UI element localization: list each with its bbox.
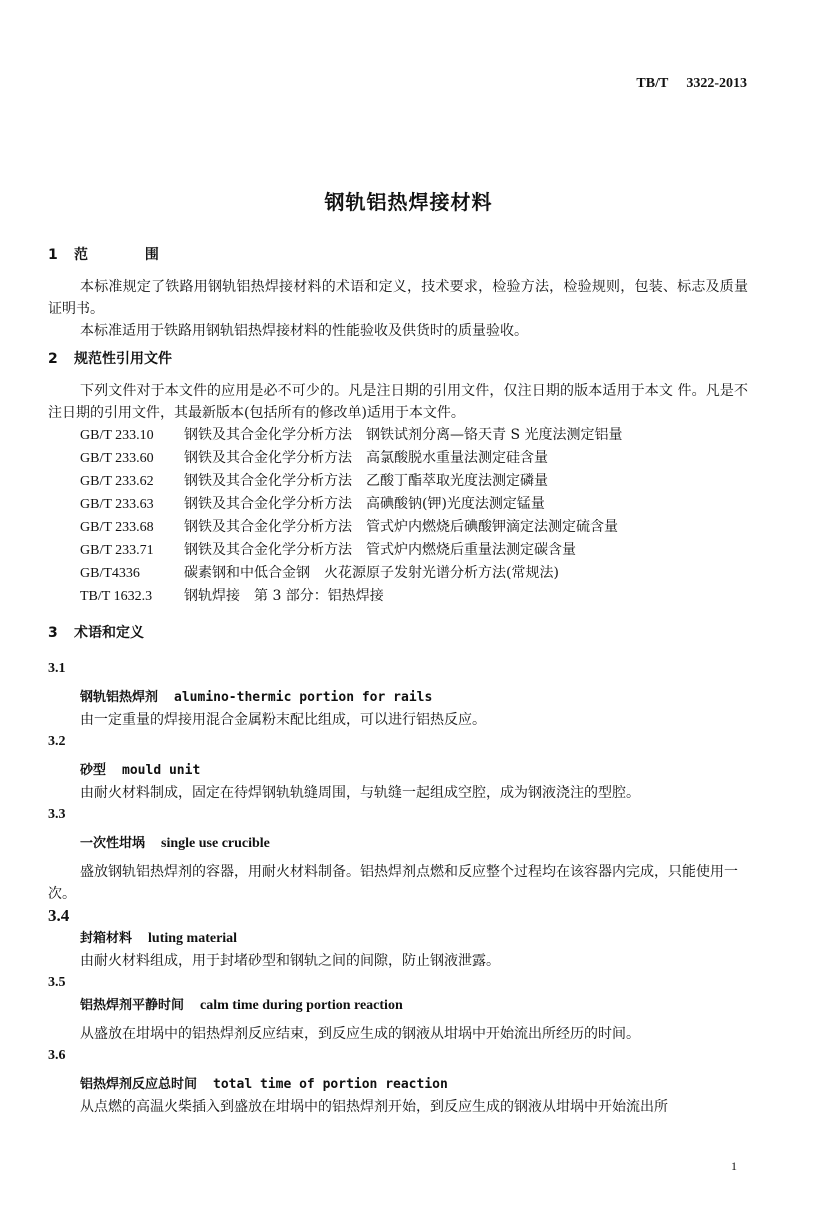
section-1-para-2: 本标准适用于铁路用钢轨铝热焊接材料的性能验收及供货时的质量验收。 bbox=[80, 323, 528, 339]
term-name-en: luting material bbox=[148, 931, 238, 946]
reference-code: GB/T4336 bbox=[80, 566, 140, 581]
term-number: 3.1 bbox=[48, 661, 66, 676]
term-definition: 盛放钢轨铝热焊剂的容器，用耐火材料制备。铝热焊剂点燃和反应整个过程均在该容器内完成，只能使用一次。 bbox=[48, 864, 738, 902]
term-definition: 从盛放在坩埚中的铝热焊剂反应结束，到反应生成的钢液从坩埚中开始流出所经历的时间。 bbox=[80, 1026, 640, 1042]
reference-code: TB/T 1632.3 bbox=[80, 589, 153, 604]
term-name-en: single use crucible bbox=[161, 836, 270, 851]
term-definition: 由一定重量的焊接用混合金属粉末配比组成，可以进行铝热反应。 bbox=[80, 712, 486, 728]
reference-title: 钢铁及其合金化学分析方法 高碘酸钠(钾)光度法测定锰量 bbox=[184, 496, 545, 512]
section-2-intro: 下列文件对于本文件的应用是必不可少的。凡是注日期的引用文件，仅注日期的版本适用于本文 件。凡是不注日期的引用文件，其最新版本(包括所有的修改单)适用于本文件。 bbox=[48, 383, 748, 421]
term-name-en: total time of portion reaction bbox=[213, 1077, 448, 1092]
reference-item bbox=[80, 424, 748, 447]
reference-code: GB/T 233.60 bbox=[80, 451, 154, 466]
section-3-number: 3 bbox=[48, 625, 58, 641]
document-title: 钢轨铝热焊接材料 bbox=[324, 190, 493, 214]
section-3-heading bbox=[48, 622, 748, 644]
term-name-zh: 封箱材料 bbox=[80, 931, 133, 946]
reference-item bbox=[80, 562, 748, 585]
document-body bbox=[48, 244, 748, 1118]
section-1-title: 范 围 bbox=[74, 247, 185, 263]
section-1-number: 1 bbox=[48, 247, 58, 263]
reference-title: 钢铁及其合金化学分析方法 管式炉内燃烧后重量法测定碳含量 bbox=[184, 542, 576, 558]
section-3-title: 术语和定义 bbox=[74, 625, 144, 641]
section-1-para-1: 本标准规定了铁路用钢轨铝热焊接材料的术语和定义，技术要求，检验方法，检验规则，包装、标志及质量证明书。 bbox=[48, 279, 748, 317]
section-2-heading bbox=[48, 348, 748, 370]
section-2-number: 2 bbox=[48, 351, 58, 367]
reference-code: GB/T 233.63 bbox=[80, 497, 154, 512]
term-heading bbox=[48, 832, 748, 855]
term-name-zh: 铝热焊剂反应总时间 bbox=[80, 1077, 198, 1092]
term-heading bbox=[48, 759, 748, 782]
term-heading bbox=[48, 927, 748, 950]
term-number: 3.3 bbox=[48, 807, 66, 822]
reference-code: GB/T 233.71 bbox=[80, 543, 154, 558]
term-heading bbox=[48, 686, 748, 709]
section-2-title: 规范性引用文件 bbox=[74, 351, 172, 367]
term-heading bbox=[48, 1073, 748, 1096]
standard-prefix: TB/T bbox=[636, 76, 669, 91]
reference-item bbox=[80, 493, 748, 516]
term-definition: 由耐火材料组成，用于封堵砂型和钢轨之间的间隙，防止钢液泄露。 bbox=[80, 953, 500, 969]
reference-code: GB/T 233.62 bbox=[80, 474, 154, 489]
reference-title: 钢铁及其合金化学分析方法 高氯酸脱水重量法测定硅含量 bbox=[184, 450, 548, 466]
reference-item bbox=[80, 539, 748, 562]
term-number: 3.6 bbox=[48, 1048, 66, 1063]
term-name-en: calm time during portion reaction bbox=[200, 998, 403, 1013]
term-number: 3.5 bbox=[48, 975, 66, 990]
reference-item bbox=[80, 447, 748, 470]
reference-item bbox=[80, 585, 748, 608]
section-1-heading bbox=[48, 244, 748, 266]
reference-code: GB/T 233.10 bbox=[80, 428, 154, 443]
term-name-zh: 钢轨铝热焊剂 bbox=[80, 690, 159, 705]
reference-title: 钢铁及其合金化学分析方法 钢铁试剂分离—铬天青 S 光度法测定铝量 bbox=[184, 427, 623, 443]
standard-number: 3322-2013 bbox=[686, 76, 747, 91]
term-definition: 由耐火材料制成，固定在待焊钢轨轨缝周围，与轨缝一起组成空腔，成为钢液浇注的型腔。 bbox=[80, 785, 640, 801]
term-name-en: alumino-thermic portion for rails bbox=[174, 690, 433, 705]
standard-code bbox=[636, 76, 747, 92]
reference-list bbox=[48, 424, 748, 608]
reference-item bbox=[80, 516, 748, 539]
reference-item bbox=[80, 470, 748, 493]
term-name-zh: 一次性坩埚 bbox=[80, 836, 146, 851]
reference-code: GB/T 233.68 bbox=[80, 520, 154, 535]
term-definition: 从点燃的高温火柴插入到盛放在坩埚中的铝热焊剂开始，到反应生成的钢液从坩埚中开始流出所 bbox=[80, 1099, 668, 1115]
page-number: 1 bbox=[731, 1159, 737, 1173]
reference-title: 钢铁及其合金化学分析方法 管式炉内燃烧后碘酸钾滴定法测定硫含量 bbox=[184, 519, 618, 535]
reference-title: 钢轨焊接 第 3 部分：铝热焊接 bbox=[184, 588, 384, 604]
term-name-zh: 铝热焊剂平静时间 bbox=[80, 998, 185, 1013]
term-heading bbox=[48, 994, 748, 1017]
reference-title: 钢铁及其合金化学分析方法 乙酸丁酯萃取光度法测定磷量 bbox=[184, 473, 548, 489]
term-number: 3.2 bbox=[48, 734, 66, 749]
term-name-zh: 砂型 bbox=[80, 763, 107, 778]
reference-title: 碳素钢和中低合金钢 火花源原子发射光谱分析方法(常规法) bbox=[184, 565, 559, 581]
term-name-en: mould unit bbox=[122, 763, 201, 778]
term-number: 3.4 bbox=[48, 906, 70, 925]
